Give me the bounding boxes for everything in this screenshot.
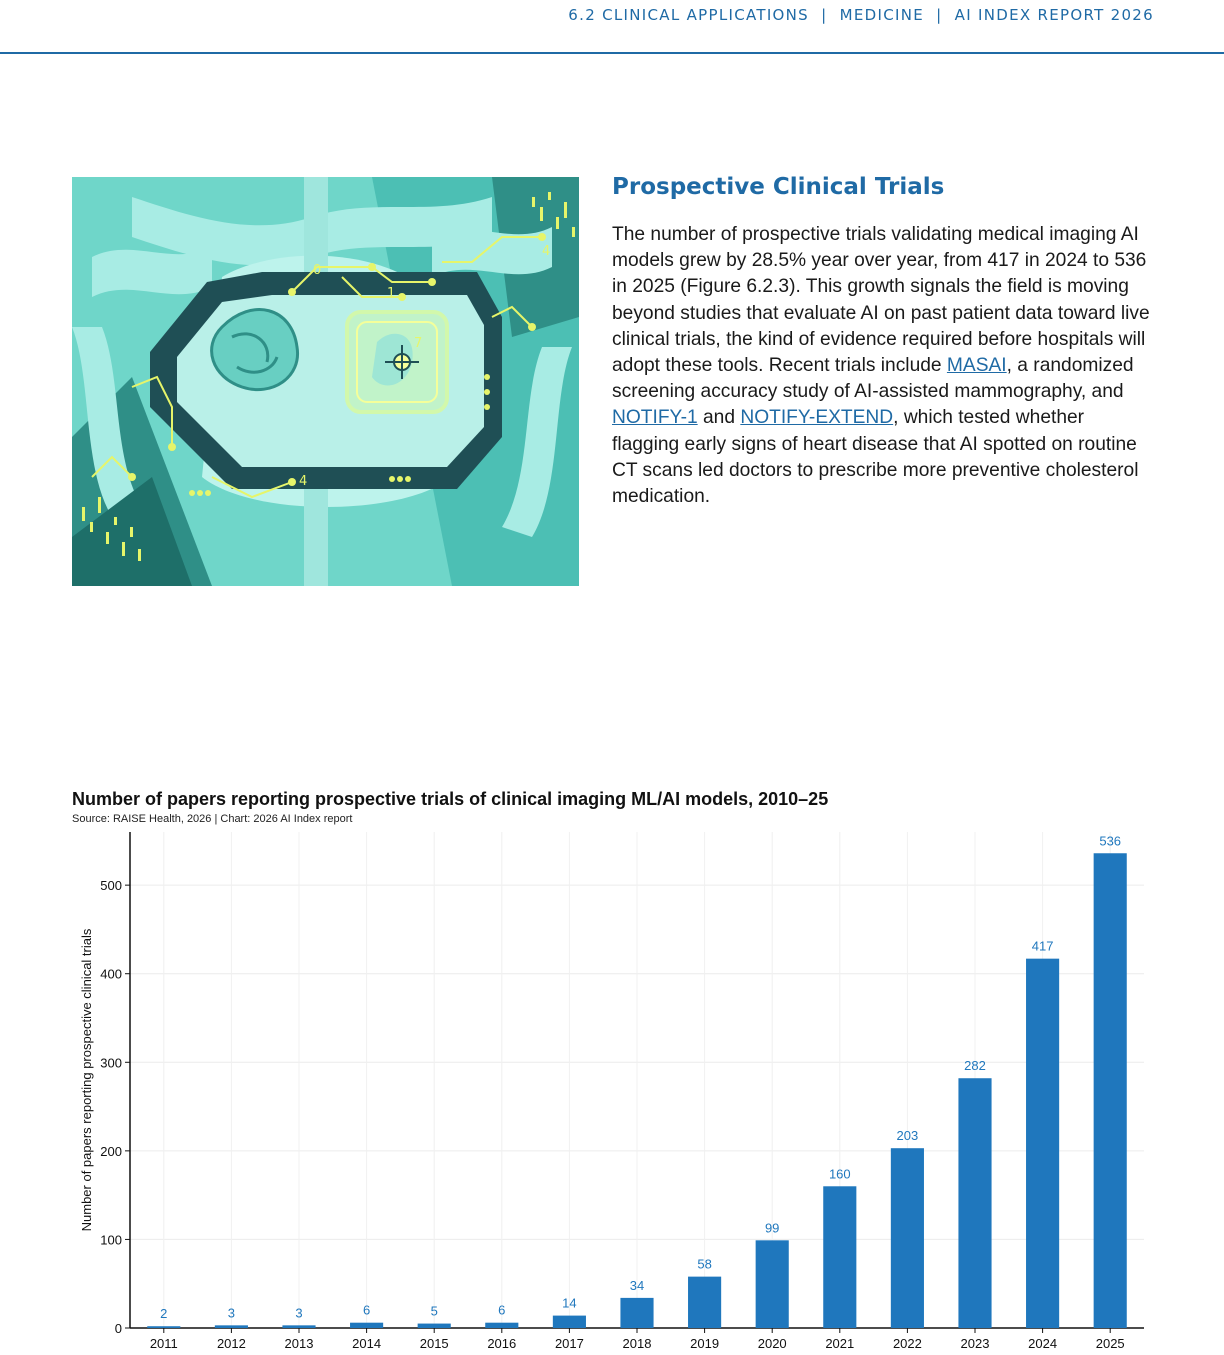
chart-source: Source: RAISE Health, 2026 | Chart: 2026 AI Index report [72,813,353,825]
data-label-2025: 536 [1099,833,1122,849]
illustration-label-1: 1 [387,286,396,301]
y-tick-label: 500 [100,878,122,894]
x-tick-label: 2016 [487,1336,517,1351]
bar-2025 [1094,853,1127,1328]
data-label-2012: 3 [227,1305,236,1321]
data-label-2024: 417 [1031,938,1054,954]
bar-2012 [215,1325,248,1328]
data-label-2022: 203 [896,1128,919,1144]
data-label-2016: 6 [498,1302,506,1318]
body-text-mid1: , a randomized screening accuracy study of AI-assisted mammography, and [612,355,1134,403]
bar-2022 [891,1148,924,1328]
header-breadcrumb: 6.2 CLINICAL APPLICATIONS | MEDICINE | AI INDEX REPORT 2026 [568,6,1154,24]
data-label-2015: 5 [430,1303,438,1319]
masai-link[interactable]: MASAI [946,355,1007,377]
x-tick-label: 2022 [892,1336,922,1351]
data-label-2017: 14 [562,1295,577,1311]
bar-2019 [688,1277,721,1328]
body-text-mid2: and [697,407,741,429]
illustration-label-4b: 4 [542,244,551,259]
bar-2024 [1026,959,1059,1328]
data-label-2023: 282 [964,1058,986,1074]
bar-2014 [350,1323,383,1328]
y-tick-label: 200 [100,1143,122,1159]
illustration-label-4a: 4 [299,474,308,489]
bar-chart [60,826,1160,1355]
data-label-2020: 99 [764,1220,780,1236]
x-tick-label: 2012 [216,1336,246,1351]
y-tick-label: 100 [100,1232,122,1248]
y-tick-label: 0 [114,1321,122,1336]
y-tick-label: 400 [100,966,122,982]
page-header [0,0,1224,54]
chart-title: Number of papers reporting prospective trials of clinical imaging ML/AI models, 2010–25 [72,789,829,809]
bar-2017 [553,1316,586,1328]
x-tick-label: 2013 [284,1336,314,1351]
bar-2021 [823,1186,856,1328]
notify-1-link[interactable]: NOTIFY-1 [612,407,698,429]
illustration-label-0: 0 [313,263,322,278]
data-label-2021: 160 [828,1166,851,1182]
medical-illustration [72,177,579,586]
data-label-2013: 3 [295,1305,303,1321]
data-label-2018: 34 [629,1277,645,1293]
x-tick-label: 2014 [352,1336,382,1351]
bar-2020 [756,1240,789,1328]
x-tick-label: 2024 [1028,1336,1058,1351]
x-tick-label: 2011 [149,1336,178,1351]
bar-2018 [620,1298,653,1328]
bar-2013 [282,1325,315,1328]
body-paragraph [612,222,1152,510]
y-tick-label: 300 [100,1055,122,1071]
x-tick-label: 2015 [419,1336,449,1351]
bar-2016 [485,1323,518,1328]
illustration-label-7: 7 [414,336,423,351]
data-label-2014: 6 [362,1302,371,1318]
bar-2011 [147,1326,180,1328]
section-title: Prospective Clinical Trials [612,174,945,200]
bar-2023 [958,1078,991,1328]
x-tick-label: 2021 [825,1336,855,1351]
data-label-2011: 2 [160,1306,168,1322]
bar-2015 [418,1324,451,1328]
x-tick-label: 2025 [1095,1336,1125,1351]
body-text-intro: The number of prospective trials validating medical imaging AI models grew by 28.5% year over year, from 417 in 2024 to 536 in 2025 (Figure 6.2.3). This growth signals the field is moving beyond studies that evaluate AI on past patient data toward live clinical trials, the kind of evidence required before hospitals will adopt these tools. Recent trials include [612,224,1150,377]
x-tick-label: 2020 [757,1336,787,1351]
notify-extend-link[interactable]: NOTIFY-EXTEND [740,407,894,429]
x-tick-label: 2018 [622,1336,652,1351]
x-tick-label: 2023 [960,1336,990,1351]
body-text-end: , which tested whether flagging early signs of heart disease that AI spotted on routine CT scans led doctors to prescribe more preventive cholesterol medication. [612,407,1139,508]
x-tick-label: 2017 [554,1336,584,1351]
x-tick-label: 2019 [690,1336,720,1351]
y-axis-title: Number of papers reporting prospective clinical trials [79,928,94,1232]
data-label-2019: 58 [697,1256,712,1272]
